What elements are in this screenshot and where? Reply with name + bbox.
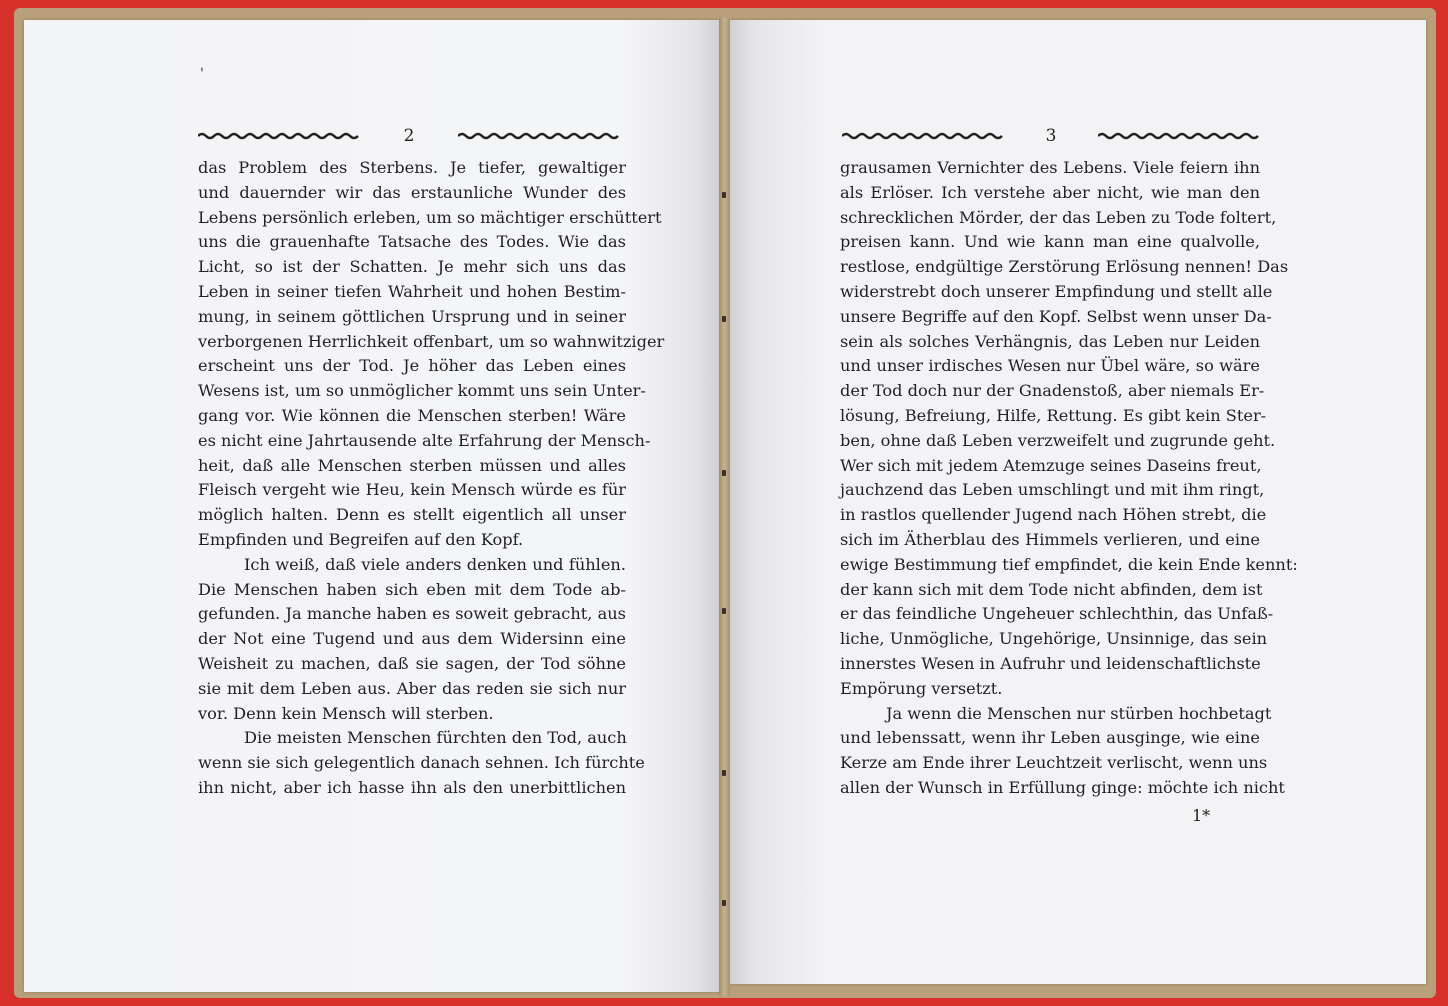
text-line: grausamen Vernichter des Lebens. Viele feiern ihn <box>840 158 1260 177</box>
text-line: schrecklichen Mörder, der das Leben zu Tode foltert, <box>840 207 1277 227</box>
text-line: Empfinden und Begreifen auf den Kopf. <box>198 529 524 549</box>
text-line: möglich halten. Denn es stellt eigentlich all unser <box>198 505 626 525</box>
text-line: in rastlos quellender Jugend nach Höhen strebt, die <box>840 505 1267 525</box>
text-line: der kann sich mit dem Tode nicht abfinden, dem ist <box>840 579 1263 599</box>
ornament-rule <box>458 131 620 141</box>
text-line: gang vor. Wie können die Menschen sterben! Wäre <box>198 405 626 425</box>
text-line: Empörung versetzt. <box>840 678 1003 698</box>
text-line: Fleisch vergeht wie Heu, kein Mensch würde es für <box>198 480 626 500</box>
paragraph <box>198 726 645 800</box>
text-line: sie mit dem Leben aus. Aber das reden sie sich nur <box>198 678 626 698</box>
text-line: uns die grauenhafte Tatsache des Todes. Wie das <box>198 232 626 252</box>
text-line: restlose, endgültige Zerstörung Erlösung nennen! Das <box>840 257 1289 277</box>
text-line: der Not eine Tugend und aus dem Widersinn eine <box>198 629 626 649</box>
text-line: er das feindliche Ungeheuer schlechthin, das Unfaß- <box>840 604 1274 624</box>
text-line: vor. Denn kein Mensch will sterben. <box>198 703 494 723</box>
text-line: es nicht eine Jahrtausende alte Erfahrung der Mensch- <box>198 430 651 450</box>
text-line: als Erlöser. Ich verstehe aber nicht, wie man den <box>840 182 1260 202</box>
ornament-rule <box>198 131 360 141</box>
binding-stitch <box>722 316 726 322</box>
text-line: Wer sich mit jedem Atemzuge seines Daseins freut, <box>840 455 1262 475</box>
text-line: unsere Begriffe auf den Kopf. Selbst wenn unser Da- <box>840 306 1272 326</box>
text-line: Lebens persönlich erleben, um so mächtiger erschüttert <box>198 207 662 227</box>
text-line: gefunden. Ja manche haben es soweit gebracht, aus <box>198 604 626 624</box>
left-page-body <box>198 156 665 801</box>
text-line: Leben in seiner tiefen Wahrheit und hohen Bestim- <box>198 281 626 301</box>
binding-stitch <box>722 770 726 776</box>
text-line: Ja wenn die Menschen nur stürben hochbetagt <box>886 703 1272 723</box>
paragraph <box>198 553 626 727</box>
text-line: erscheint uns der Tod. Je höher das Leben eines <box>198 356 626 376</box>
stray-mark: ' <box>200 66 204 82</box>
binding-stitch <box>722 192 726 198</box>
text-line: liche, Unmögliche, Ungehörige, Unsinnige, das sein <box>840 629 1268 649</box>
ornament-rule <box>842 131 1004 141</box>
text-line: und dauernder wir das erstaunliche Wunder des <box>198 182 626 202</box>
text-line: sein als solches Verhängnis, das Leben nur Leiden <box>840 331 1260 351</box>
text-line: allen der Wunsch in Erfüllung ginge: möchte ich nicht <box>840 777 1285 797</box>
text-line: Ich weiß, daß viele anders denken und fühlen. <box>244 554 626 574</box>
paragraph <box>840 702 1285 801</box>
text-line: innerstes Wesen in Aufruhr und leidenschaftlichste <box>840 653 1261 673</box>
binding-stitch <box>722 900 726 906</box>
text-line: Wesens ist, um so unmöglicher kommt uns sein Unter- <box>198 381 646 401</box>
text-line: wenn sie sich gelegentlich danach sehnen. Ich fürchte <box>198 753 645 773</box>
text-line: und lebenssatt, wenn ihr Leben ausginge, wie eine <box>840 728 1260 748</box>
left-page-header <box>198 124 620 148</box>
text-line: lösung, Befreiung, Hilfe, Rettung. Es gibt kein Ster- <box>840 405 1267 425</box>
text-line: verborgenen Herrlichkeit offenbart, um so wahnwitziger <box>198 331 665 351</box>
page-number: 3 <box>1045 126 1057 146</box>
right-page-header <box>842 124 1260 148</box>
binding-stitch <box>722 470 726 476</box>
text-line: Licht, so ist der Schatten. Je mehr sich uns das <box>198 257 626 277</box>
text-line: sich im Ätherblau des Himmels verlieren, und eine <box>840 529 1260 549</box>
text-line: ewige Bestimmung tief empfindet, die kein Ende kennt: <box>840 554 1298 574</box>
page-number: 2 <box>403 126 415 146</box>
text-line: Kerze am Ende ihrer Leuchtzeit verlischt, wenn uns <box>840 753 1268 773</box>
ornament-rule <box>1098 131 1260 141</box>
text-line: ihn nicht, aber ich hasse ihn als den unerbittlichen <box>198 777 626 797</box>
book-spine <box>719 18 730 996</box>
signature-mark: 1* <box>1192 806 1211 825</box>
paragraph <box>198 156 665 553</box>
text-line: heit, daß alle Menschen sterben müssen und alles <box>198 455 626 475</box>
text-line: Die meisten Menschen fürchten den Tod, auch <box>244 728 627 748</box>
text-line: ben, ohne daß Leben verzweifelt und zugrunde geht. <box>840 430 1276 450</box>
text-line: Die Menschen haben sich eben mit dem Tode ab- <box>198 579 626 599</box>
right-page-body <box>840 156 1298 801</box>
text-line: mung, in seinem göttlichen Ursprung und in seiner <box>198 306 626 326</box>
text-line: Weisheit zu machen, daß sie sagen, der Tod söhne <box>198 653 626 673</box>
text-line: preisen kann. Und wie kann man eine qualvolle, <box>840 232 1260 252</box>
text-line: der Tod doch nur der Gnadenstoß, aber niemals Er- <box>840 381 1265 401</box>
text-line: jauchzend das Leben umschlingt und mit ihm ringt, <box>840 480 1265 500</box>
text-line: widerstrebt doch unserer Empfindung und stellt alle <box>840 281 1273 301</box>
binding-stitch <box>722 608 726 614</box>
text-line: das Problem des Sterbens. Je tiefer, gewaltiger <box>198 158 626 177</box>
paragraph <box>840 156 1298 702</box>
text-line: und unser irdisches Wesen nur Übel wäre, so wäre <box>840 356 1260 376</box>
